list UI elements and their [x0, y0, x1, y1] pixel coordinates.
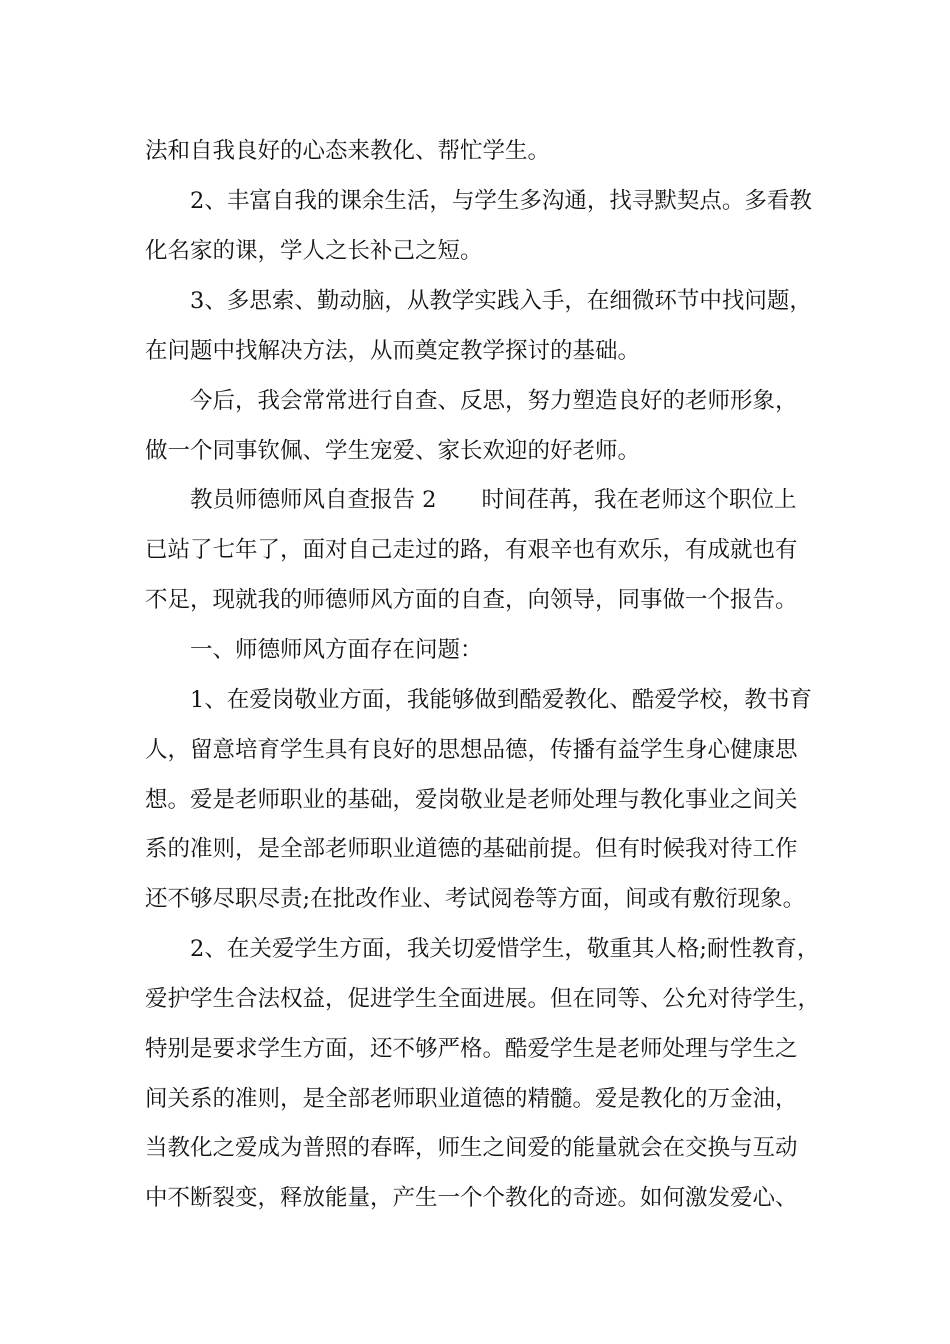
text-line-20: 间关系的准则，是全部老师职业道德的精髓。爱是教化的万金油， — [145, 1086, 798, 1112]
text-line-8: 教员师德师风自查报告 2 时间荏苒，我在老师这个职位上 — [190, 487, 797, 513]
text-line-4: 3、多思索、勤动脑，从教学实践入手，在细微环节中找问题， — [190, 288, 812, 314]
text-line-14: 想。爱是老师职业的基础，爱岗敬业是老师处理与教化事业之间关 — [145, 787, 798, 813]
text-line-1: 法和自我良好的心态来教化、帮忙学生。 — [145, 138, 551, 164]
text-line-13: 人，留意培育学生具有良好的思想品德，传播有益学生身心健康思 — [145, 737, 798, 763]
text-line-10: 不足，现就我的师德师风方面的自查，向领导，同事做一个报告。 — [145, 587, 798, 613]
text-line-7: 做一个同事钦佩、学生宠爱、家长欢迎的好老师。 — [145, 438, 641, 464]
text-line-11: 一、师德师风方面存在问题： — [190, 637, 483, 663]
text-line-9: 已站了七年了，面对自己走过的路，有艰辛也有欢乐，有成就也有 — [145, 537, 798, 563]
text-line-17: 2、在关爱学生方面，我关切爱惜学生，敬重其人格;耐性教育， — [190, 936, 820, 962]
text-line-5: 在问题中找解决方法，从而奠定教学探讨的基础。 — [145, 338, 641, 364]
text-line-3: 化名家的课，学人之长补己之短。 — [145, 238, 483, 264]
text-line-12: 1、在爱岗敬业方面，我能够做到酷爱教化、酷爱学校，教书育 — [190, 687, 812, 713]
text-line-6: 今后，我会常常进行自查、反思，努力塑造良好的老师形象， — [190, 388, 798, 414]
text-line-19: 特别是要求学生方面，还不够严格。酷爱学生是老师处理与学生之 — [145, 1036, 798, 1062]
text-line-15: 系的准则，是全部老师职业道德的基础前提。但有时候我对待工作 — [145, 836, 798, 862]
text-line-2: 2、丰富自我的课余生活，与学生多沟通，找寻默契点。多看教 — [190, 188, 812, 214]
text-line-18: 爱护学生合法权益，促进学生全面进展。但在同等、公允对待学生， — [145, 986, 821, 1012]
text-line-21: 当教化之爱成为普照的春晖，师生之间爱的能量就会在交换与互动 — [145, 1135, 798, 1161]
text-line-16: 还不够尽职尽责;在批改作业、考试阅卷等方面，间或有敷衍现象。 — [145, 886, 806, 912]
text-line-22: 中不断裂变，释放能量，产生一个个教化的奇迹。如何激发爱心、 — [145, 1185, 798, 1211]
